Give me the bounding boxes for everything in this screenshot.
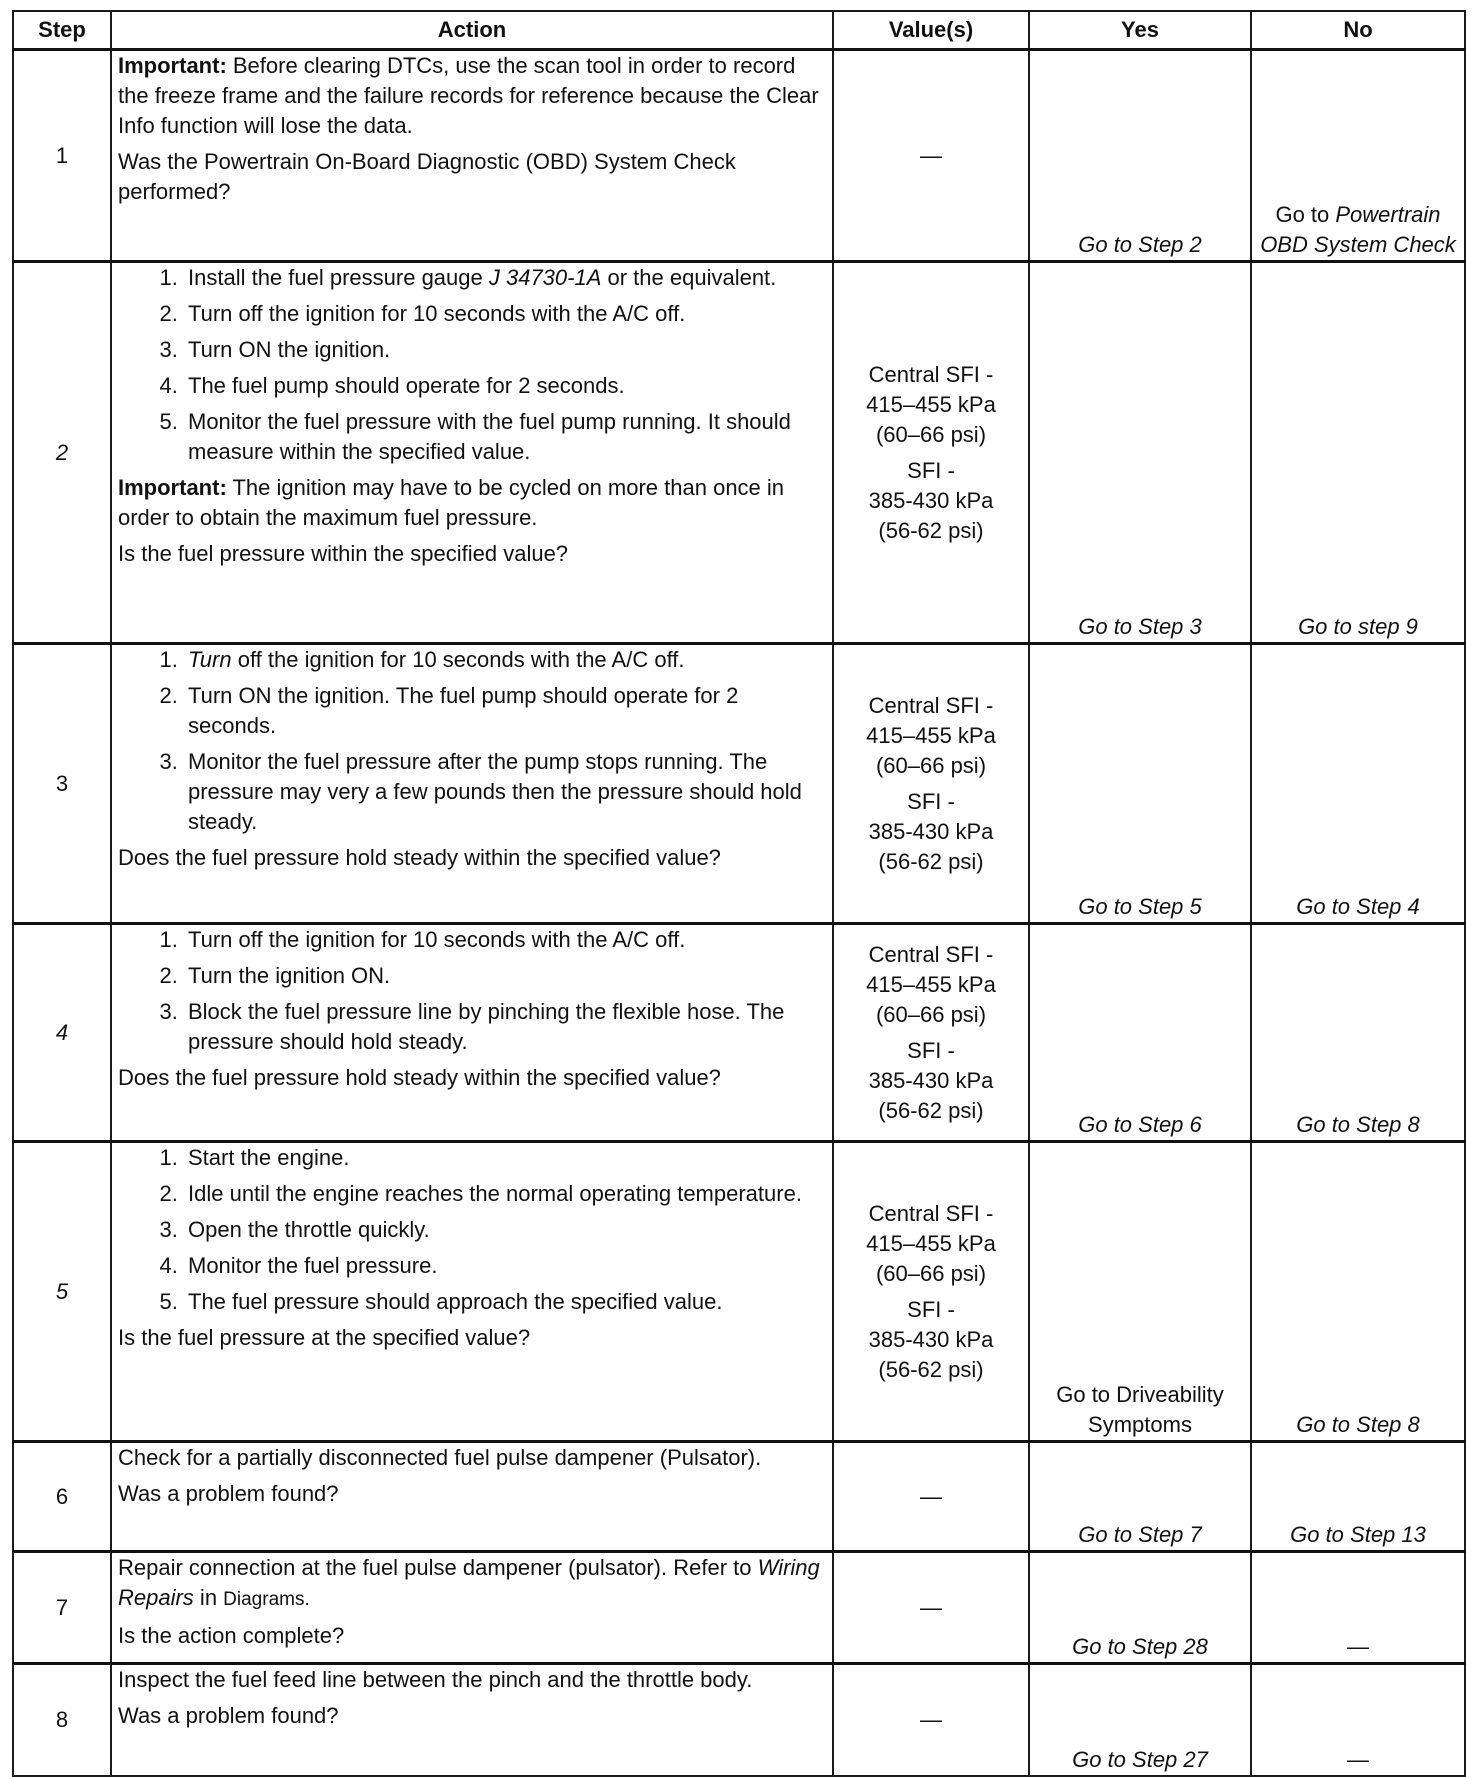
value-dash: — <box>920 1594 942 1620</box>
action-cell <box>111 644 833 924</box>
central-sfi-spec: Central SFI - 415–455 kPa (60–66 psi) <box>866 692 996 778</box>
no-link[interactable]: Go to Step 4 <box>1251 644 1465 924</box>
instruction: Check for a partially disconnected fuel pulse dampener (Pulsator). <box>118 1445 762 1470</box>
value-dash: — <box>1347 1634 1369 1659</box>
value-dash: — <box>920 1706 942 1732</box>
no-link[interactable]: Go to Step 13 <box>1251 1442 1465 1552</box>
important-note <box>118 51 826 141</box>
yes-link[interactable]: Go to Step 6 <box>1029 924 1251 1142</box>
step-number: 7 <box>13 1552 111 1664</box>
values-cell <box>833 1552 1029 1664</box>
action-cell <box>111 1442 833 1552</box>
list-item: 3. Block the fuel pressure line by pinching the flexible hose. The pressure should hold steady. <box>184 997 826 1057</box>
values-cell <box>833 1442 1029 1552</box>
question: Does the fuel pressure hold steady within the specified value? <box>118 1065 721 1090</box>
instruction: Inspect the fuel feed line between the pinch and the throttle body. <box>118 1667 753 1692</box>
action-cell <box>111 50 833 262</box>
table-row-step-4 <box>13 924 1465 1142</box>
step-number: 3 <box>13 644 111 924</box>
list-item: 1. Turn off the ignition for 10 seconds with the A/C off. <box>184 925 826 955</box>
list-item: 2. Idle until the engine reaches the normal operating temperature. <box>184 1179 826 1209</box>
list-item: 2. Turn the ignition ON. <box>184 961 826 991</box>
list-item: 1. Turn off the ignition for 10 seconds with the A/C off. <box>184 645 826 675</box>
header-values: Value(s) <box>833 11 1029 50</box>
important-text: The ignition may have to be cycled on more than once in order to obtain the maximum fuel pressure. <box>118 475 785 530</box>
header-yes: Yes <box>1029 11 1251 50</box>
list-item: 3. Turn ON the ignition. <box>184 335 826 365</box>
list-item: 3. Monitor the fuel pressure after the pump stops running. The pressure may very a few pounds then the pressure should hold steady. <box>184 747 826 837</box>
no-prefix: Go to <box>1275 202 1336 227</box>
table-row-step-6 <box>13 1442 1465 1552</box>
step-number: 8 <box>13 1664 111 1776</box>
important-label: Important: <box>118 53 227 78</box>
list-item: 5. Monitor the fuel pressure with the fuel pump running. It should measure within the specified value. <box>184 407 826 467</box>
procedure-list <box>118 925 826 1057</box>
question: Was the Powertrain On-Board Diagnostic (OBD) System Check performed? <box>118 149 736 204</box>
diagnostic-table <box>12 10 1466 1777</box>
procedure-list <box>118 263 826 467</box>
action-cell <box>111 1142 833 1442</box>
values-cell <box>833 262 1029 644</box>
sfi-spec: SFI - 385-430 kPa (56-62 psi) <box>868 457 994 543</box>
table-row-step-1 <box>13 50 1465 262</box>
header-row <box>13 11 1465 50</box>
no-link[interactable] <box>1251 50 1465 262</box>
no-link-text[interactable]: Powertrain OBD System Check <box>1260 202 1456 257</box>
no-link[interactable]: Go to Step 8 <box>1251 1142 1465 1442</box>
instruction: Repair connection at the fuel pulse dampener (pulsator). Refer to Wiring Repairs in Diagrams. <box>118 1555 820 1610</box>
central-sfi-spec: Central SFI - 415–455 kPa (60–66 psi) <box>866 941 996 1027</box>
sfi-spec: SFI - 385-430 kPa (56-62 psi) <box>868 788 994 874</box>
list-item: 1. Start the engine. <box>184 1143 826 1173</box>
table-row-step-2 <box>13 262 1465 644</box>
list-item: 3. Open the throttle quickly. <box>184 1215 826 1245</box>
action-cell <box>111 924 833 1142</box>
yes-link[interactable]: Go to Step 7 <box>1029 1442 1251 1552</box>
table-row-step-5 <box>13 1142 1465 1442</box>
action-cell <box>111 1552 833 1664</box>
yes-link[interactable]: Go to Step 2 <box>1029 50 1251 262</box>
no-cell <box>1251 1552 1465 1664</box>
action-cell <box>111 262 833 644</box>
important-label: Important: <box>118 475 227 500</box>
header-action: Action <box>111 11 833 50</box>
yes-link[interactable]: Go to Step 27 <box>1029 1664 1251 1776</box>
procedure-list <box>118 1143 826 1317</box>
value-dash: — <box>920 1483 942 1509</box>
step-number: 4 <box>13 924 111 1142</box>
important-note <box>118 473 826 533</box>
step-number: 2 <box>13 262 111 644</box>
step-number: 6 <box>13 1442 111 1552</box>
yes-link[interactable]: Go to Step 5 <box>1029 644 1251 924</box>
question: Does the fuel pressure hold steady within the specified value? <box>118 845 721 870</box>
list-item: 1. Install the fuel pressure gauge J 34730-1A or the equivalent. <box>184 263 826 293</box>
question: Was a problem found? <box>118 1481 339 1506</box>
important-text: Before clearing DTCs, use the scan tool in order to record the freeze frame and the failure records for reference because the Clear Info function will lose the data. <box>118 53 819 138</box>
sfi-spec: SFI - 385-430 kPa (56-62 psi) <box>868 1296 994 1382</box>
table-row-step-3 <box>13 644 1465 924</box>
tool-number: J 34730-1A <box>488 265 602 290</box>
values-cell <box>833 924 1029 1142</box>
list-item: 4. The fuel pump should operate for 2 seconds. <box>184 371 826 401</box>
question: Is the fuel pressure within the specified value? <box>118 541 569 566</box>
step-number: 5 <box>13 1142 111 1442</box>
table-row-step-7 <box>13 1552 1465 1664</box>
wiring-repairs-link[interactable]: Wiring Repairs <box>118 1555 820 1610</box>
value-dash: — <box>1347 1746 1369 1772</box>
yes-link[interactable]: Go to Step 28 <box>1029 1552 1251 1664</box>
central-sfi-spec: Central SFI - 415–455 kPa (60–66 psi) <box>866 361 996 447</box>
header-step: Step <box>13 11 111 50</box>
header-no: No <box>1251 11 1465 50</box>
list-item: 2. Turn ON the ignition. The fuel pump should operate for 2 seconds. <box>184 681 826 741</box>
procedure-list <box>118 645 826 837</box>
question: Is the fuel pressure at the specified value? <box>118 1325 531 1350</box>
no-cell <box>1251 1664 1465 1776</box>
values-cell <box>833 1142 1029 1442</box>
list-item: 2. Turn off the ignition for 10 seconds with the A/C off. <box>184 299 826 329</box>
yes-link[interactable]: Go to Driveability Symptoms <box>1029 1142 1251 1442</box>
values-cell <box>833 50 1029 262</box>
question: Is the action complete? <box>118 1623 345 1648</box>
question: Was a problem found? <box>118 1703 339 1728</box>
list-item: 4. Monitor the fuel pressure. <box>184 1251 826 1281</box>
no-link[interactable]: Go to step 9 <box>1251 262 1465 644</box>
central-sfi-spec: Central SFI - 415–455 kPa (60–66 psi) <box>866 1200 996 1286</box>
values-cell <box>833 644 1029 924</box>
table-row-step-8 <box>13 1664 1465 1776</box>
action-cell <box>111 1664 833 1776</box>
list-item: 5. The fuel pressure should approach the specified value. <box>184 1287 826 1317</box>
step-number: 1 <box>13 50 111 262</box>
yes-link[interactable]: Go to Step 3 <box>1029 262 1251 644</box>
value-dash: — <box>920 142 942 168</box>
sfi-spec: SFI - 385-430 kPa (56-62 psi) <box>868 1037 994 1123</box>
no-link[interactable]: Go to Step 8 <box>1251 924 1465 1142</box>
values-cell <box>833 1664 1029 1776</box>
